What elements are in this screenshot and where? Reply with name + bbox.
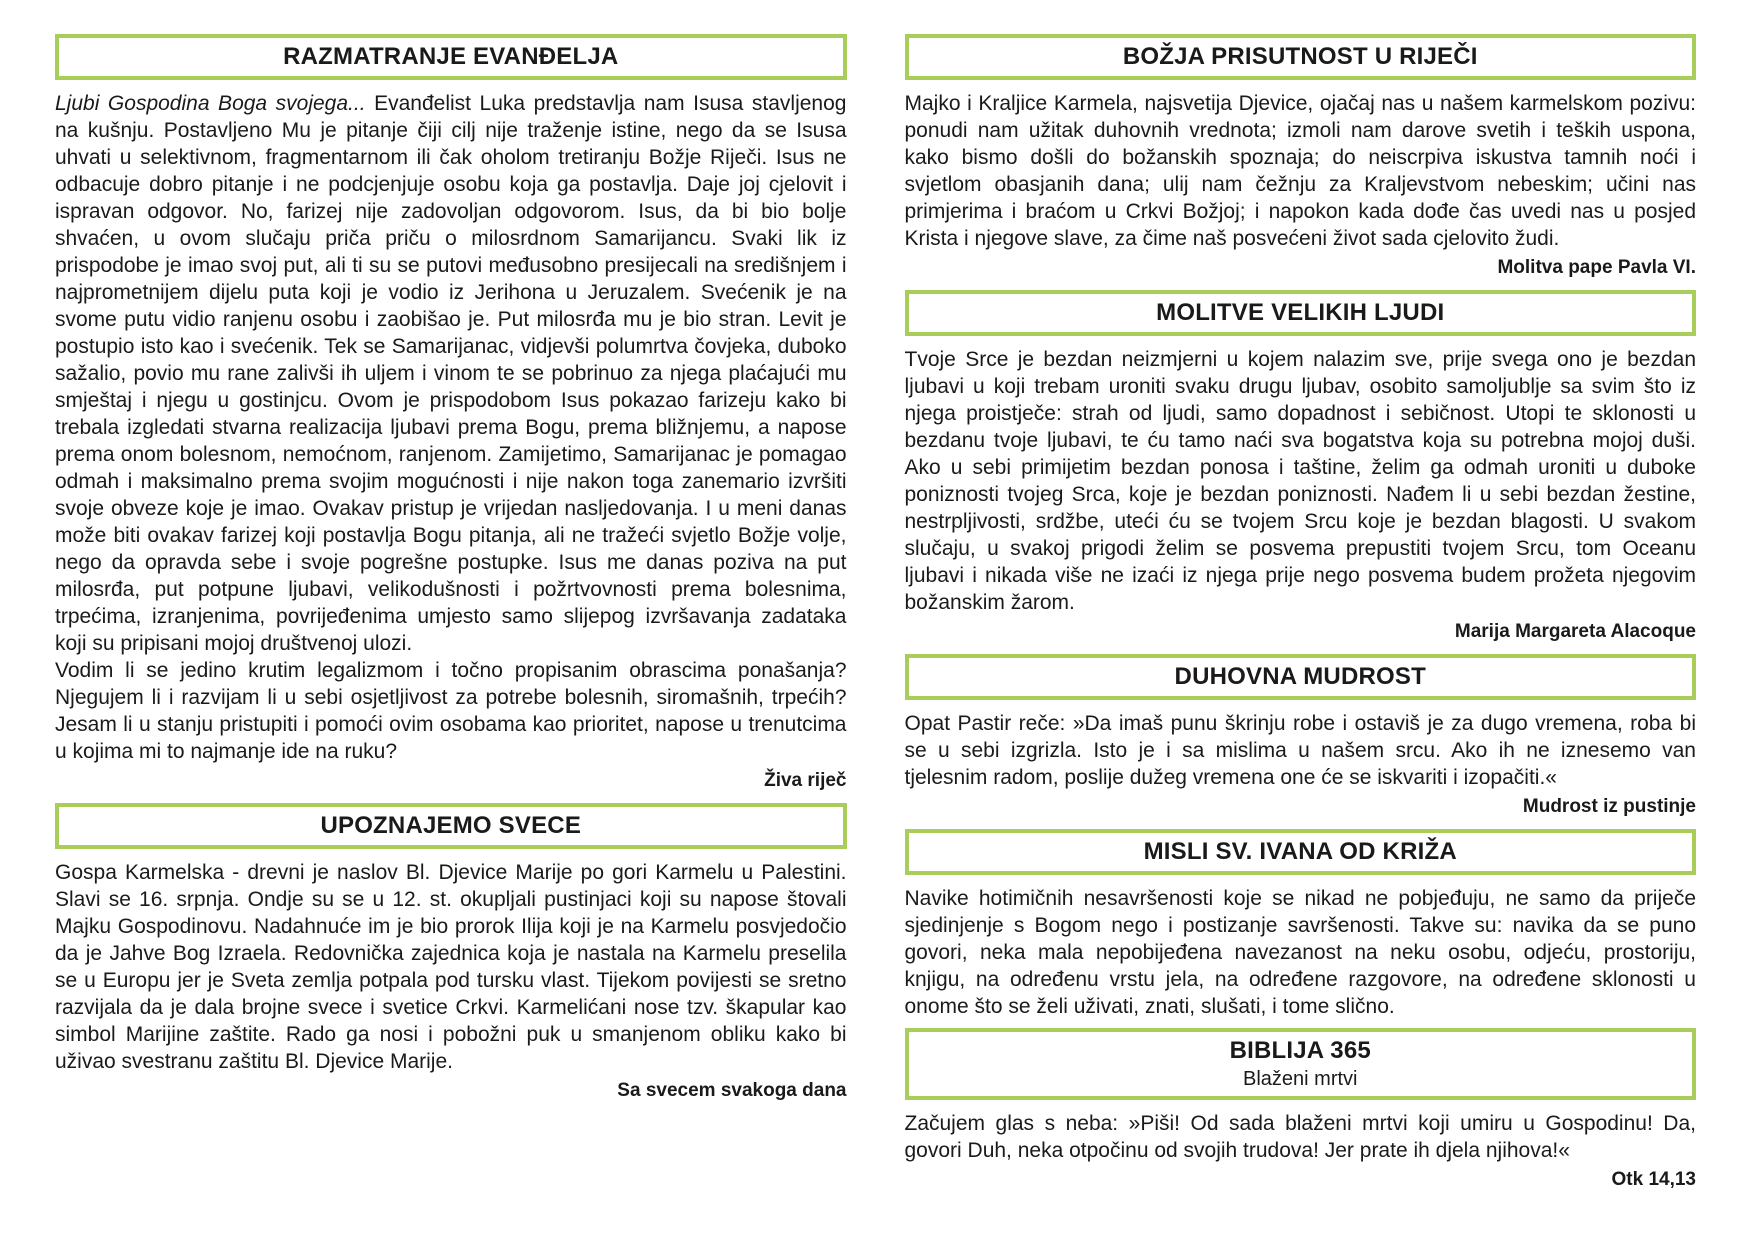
section-paragraph: Začujem glas s neba: »Piši! Od sada blaženi mrtvi koji umiru u Gospodinu! Da, govori Duh, neka otpočinu od svojih trudova! Jer prate ih djela njihova!« (904, 1112, 1696, 1162)
section-razmatranje-evandelja (55, 30, 847, 795)
section-header-box (905, 34, 1697, 80)
attribution: Otk 14,13 (1611, 1169, 1696, 1190)
section-header-box (905, 290, 1697, 336)
attribution: Mudrost iz pustinje (1522, 796, 1696, 817)
right-column (905, 30, 1697, 1224)
section-misli-sv-ivana-od-kriza (905, 825, 1697, 1020)
paragraph-text: Evanđelist Luka predstavlja nam Isusa stavljenog na kušnju. Postavljeno Mu je pitanje čiji cilj nije traženje istine, nego da se Isusa uhvati u selektivnom, fragmentarnom ili čak oholom tretiranju Božje Riječi. Isus ne odbacuje dobro pitanje i ne podcjenjuje osobu koja ga postavlja. Daje joj cjelovit i ispravan odgovor. No, farizej nije zadovoljan odgovorom. Isus, da bi bio bolje shvaćen, u ovom slučaju priča priču o milosrdnom Samarijancu. Svaki lik iz prispodobe je imao svoj put, ali ti su se putovi međusobno presijecali na središnjem i najprometnijem dijelu puta koji je vodio iz Jerihona u Jeruzalem. Svećenik je na svome putu vidio ranjenu osobu i zaobišao je. Put milosrđa mu je bio stran. Levit je postupio isto kao i svećenik. Tek se Samarijanac, vidjevši polumrtva čovjeka, duboko sažalio, povio mu rane zalivši ih uljem i vinom te se pobrinuo za njega plaćajući mu smještaj i njegu u gostinjcu. Ovom je prispodobom Isus pokazao farizeju kako bi trebala izgledati stvarna realizacija ljubavi prema Bogu, prema bližnjemu, a napose prema onom bolesnom, nemoćnom, ranjenom. Zamijetimo, Samarijanac je pomagao odmah i maksimalno prema svojim mogućnosti i nije nakon toga zanemario izvršiti svoje obveze koje je imao. Ovakav pristup je vrijedan nasljedovanja. I u meni danas može biti ovakav farizej koji postavlja Bogu pitanja, ali ne tražeći svjetlo Božje volje, nego da opravda sebe i svoje pogrešne postupke. Isus me danas poziva na put milosrđa, put potpune ljubavi, velikodušnosti i požrtvovnosti prema bolesnima, trpećima, izranjenima, povrijeđenima umjesto samo slijepog izvršavanja zadataka koji su pripisani mojoj društvenoj ulozi. (55, 92, 847, 655)
section-molitve-velikih-ljudi (905, 286, 1697, 646)
lead-italic-phrase: Ljubi Gospodina Boga svojega... (55, 92, 366, 115)
section-paragraph: Opat Pastir reče: »Da imaš punu škrinju robe i ostaviš je za dugo vremena, roba bi se u sebi izgrizla. Isto je i sa mislima u našem srcu. Ako ih ne iznesemo van tjelesnim radom, poslije dužeg vremena one će se iskvariti i izopačiti.« (904, 712, 1696, 789)
section-header-box (55, 803, 847, 849)
section-title: DUHOVNA MUDROST (1174, 663, 1426, 690)
section-title: MISLI SV. IVANA OD KRIŽA (1143, 838, 1457, 865)
section-title: MOLITVE VELIKIH LJUDI (1156, 299, 1445, 326)
section-header-box (905, 829, 1697, 875)
section-title: UPOZNAJEMO SVECE (320, 812, 582, 839)
section-paragraph: Tvoje Srce je bezdan neizmjerni u kojem nalazim sve, prije svega ono je bezdan ljubavi u koji trebam uroniti svaku drugu ljubav, osobito samoljublje sa svim što iz njega proistječe: strah od ljudi, samo dopadnost i sebičnost. Utopi te sklonosti u bezdanu tvoje ljubavi, te ću tamo naći sva bogatstva koja su potrebna mojoj duši. Ako u sebi primijetim bezdan ponosa i taštine, želim ga odmah uroniti u duboke poniznosti tvojeg Srca, koje je bezdan poniznosti. Nađem li u sebi bezdan žestine, nestrpljivosti, srdžbe, uteći ću se tvojem Srcu koje je bezdan blagosti. U svakom slučaju, u svakoj prigodi želim se posvema prepustiti tvojem Srcu, tom Oceanu ljubavi i nikada više ne izaći iz njega prije nego posvema budem prožeta njegovim božanskim žarom. (904, 348, 1696, 614)
section-title: RAZMATRANJE EVANĐELJA (283, 43, 619, 70)
left-column (55, 30, 847, 1224)
attribution: Marija Margareta Alacoque (1454, 621, 1696, 642)
section-subtitle: Blaženi mrtvi (1243, 1068, 1358, 1090)
section-paragraph: Gospa Karmelska - drevni je naslov Bl. Djevice Marije po gori Karmelu u Palestini. Slavi se 16. srpnja. Ondje su se u 12. st. okupljali pustinjaci koji su napose štovali Majku Gospodinovu. Nadahnuće im je bio prorok Ilija koji je na Karmelu posvjedočio da je Jahve Bog Izraela. Redovnička zajednica koja je nastala na Karmelu preselila se u Europu jer je Sveta zemlja potpala pod tursku vlast. Tijekom povijesti se sretno razvijala da je dala brojne svece i svetice Crkvi. Karmelićani nose tzv. škapular kao simbol Marijine zaštite. Rado ga nosi i pobožni puk u smanjenom obliku kako bi uživao svestranu zaštitu Bl. Djevice Marije. (55, 861, 847, 1073)
section-header-box (905, 1028, 1697, 1100)
section-paragraph: Vodim li se jedino krutim legalizmom i točno propisanim obrascima ponašanja? Njegujem li i razvijam li u sebi osjetljivost za potrebe bolesnih, siromašnih, trpećih? Jesam li u stanju pristupiti i pomoći ovim osobama kao prioritet, napose u trenutcima u kojima mi to najmanje ide na ruku? (55, 659, 847, 763)
section-paragraph (55, 90, 847, 657)
section-header-box (55, 34, 847, 80)
section-bozja-prisutnost-u-rijeci (905, 30, 1697, 282)
section-title: BOŽJA PRISUTNOST U RIJEČI (1122, 43, 1478, 70)
section-biblija-365 (905, 1024, 1697, 1194)
section-duhovna-mudrost (905, 650, 1697, 821)
section-paragraph: Majko i Kraljice Karmela, najsvetija Djevice, ojačaj nas u našem karmelskom pozivu: ponudi nam užitak duhovnih vrednota; izmoli nam darove svetih i teških uspona, kako bismo došli do božanskih spoznaja; do neiscrpiva iskustva tamnih noći i svjetlom obasjanih dana; ulij nam čežnju za Kraljevstvom nebeskim; učini nas primjerima i braćom u Crkvi Božjoj; i napokon kada dođe čas uvedi nas u posjed Krista i njegove slave, za čime naš posvećeni život sada cjelovito žudi. (904, 92, 1696, 250)
attribution: Molitva pape Pavla VI. (1497, 257, 1696, 278)
section-title: BIBLIJA 365 (1229, 1037, 1371, 1064)
section-header-box (905, 654, 1697, 700)
section-upoznajemo-svece (55, 799, 847, 1105)
attribution: Živa riječ (764, 770, 847, 791)
attribution: Sa svecem svakoga dana (617, 1080, 847, 1101)
section-paragraph: Navike hotimičnih nesavršenosti koje se nikad ne pobjeđuju, ne samo da priječe sjedinjenje s Bogom nego i postizanje savršenosti. Takve su: navika da se puno govori, neka mala nepobijeđena navezanost na neku osobu, odjeću, prostoriju, knjigu, na određenu vrstu jela, na određene razgovore, na određene sklonosti u onome što se želi uživati, znati, slušati, i tome slično. (904, 887, 1696, 1018)
